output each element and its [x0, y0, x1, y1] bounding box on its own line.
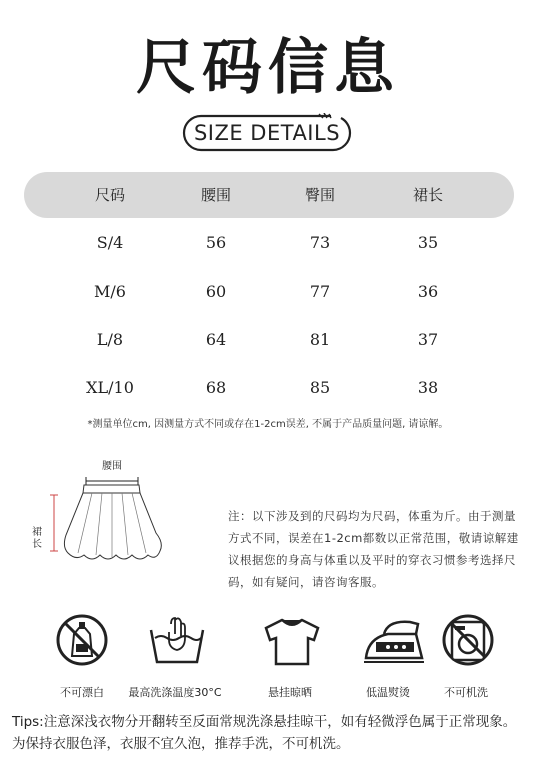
- page-title: 尺码信息: [136, 33, 400, 103]
- size-description: 注：以下涉及到的尺码均为尺码，体重为斤。由于测量方式不同，误差在1-2cm都数以正常范围，敬请谅解建议根据您的身高与体重以及平时的穿衣习惯参考选择尺码，如有疑问，请咨询客服。: [228, 509, 519, 589]
- care-label: 不可机洗: [444, 686, 488, 699]
- cell-size: M/6: [94, 282, 126, 301]
- cell-hip: 81: [309, 330, 331, 349]
- cell-size: XL/10: [86, 378, 134, 397]
- care-label: 低温熨烫: [366, 686, 410, 699]
- cell-size: S/4: [96, 233, 124, 252]
- care-label: 最高洗涤温度30°C: [128, 686, 222, 699]
- cell-hip: 85: [309, 378, 331, 397]
- care-label: 不可漂白: [60, 686, 104, 699]
- cell-hip: 77: [309, 282, 331, 301]
- header-waist: 腰围: [200, 186, 231, 204]
- cell-length: 35: [417, 233, 439, 252]
- subtitle-badge: [181, 113, 353, 153]
- no-bleach-icon: [54, 612, 110, 672]
- cell-hip: 73: [309, 233, 331, 252]
- waist-label: 腰围: [102, 461, 122, 472]
- cell-size: L/8: [96, 330, 124, 349]
- cell-waist: 64: [205, 330, 227, 349]
- header-length: 裙长: [412, 186, 443, 204]
- cell-length: 37: [417, 330, 439, 349]
- wash-30-icon: [147, 612, 207, 672]
- cell-length: 36: [417, 282, 439, 301]
- size-table-header: [24, 172, 514, 218]
- measurement-note: *测量单位cm, 因测量方式不同或存在1-2cm误差, 不属于产品质量问题, 请谅解。: [87, 419, 449, 430]
- table-row: [24, 373, 514, 403]
- care-no-machine-wash: [416, 612, 516, 707]
- header-size: 尺码: [94, 186, 125, 204]
- table-row: [24, 325, 514, 355]
- subtitle: SIZE DETAILS: [193, 121, 341, 145]
- table-row: [24, 277, 514, 307]
- cell-length: 38: [417, 378, 439, 397]
- hang-dry-icon: [262, 612, 322, 672]
- no-machine-wash-icon: [438, 612, 498, 672]
- care-label: 悬挂晾晒: [268, 686, 312, 699]
- table-row: [24, 228, 514, 258]
- skirt-diagram: [32, 455, 184, 595]
- cell-waist: 60: [205, 282, 227, 301]
- cell-waist: 68: [205, 378, 227, 397]
- care-hang-dry: [240, 612, 340, 707]
- cell-waist: 56: [205, 233, 227, 252]
- length-label-vertical: 裙长: [32, 527, 42, 550]
- header-hip: 臀围: [304, 186, 335, 204]
- care-no-bleach: [32, 612, 132, 707]
- care-wash-30: [125, 612, 225, 707]
- wash-tips: Tips:注意深浅衣物分开翻转至反面常规洗涤悬挂晾干，如有轻微浮色属于正常现象。为保持衣服色泽，衣服不宜久泡，推荐手洗，不可机洗。: [12, 714, 517, 752]
